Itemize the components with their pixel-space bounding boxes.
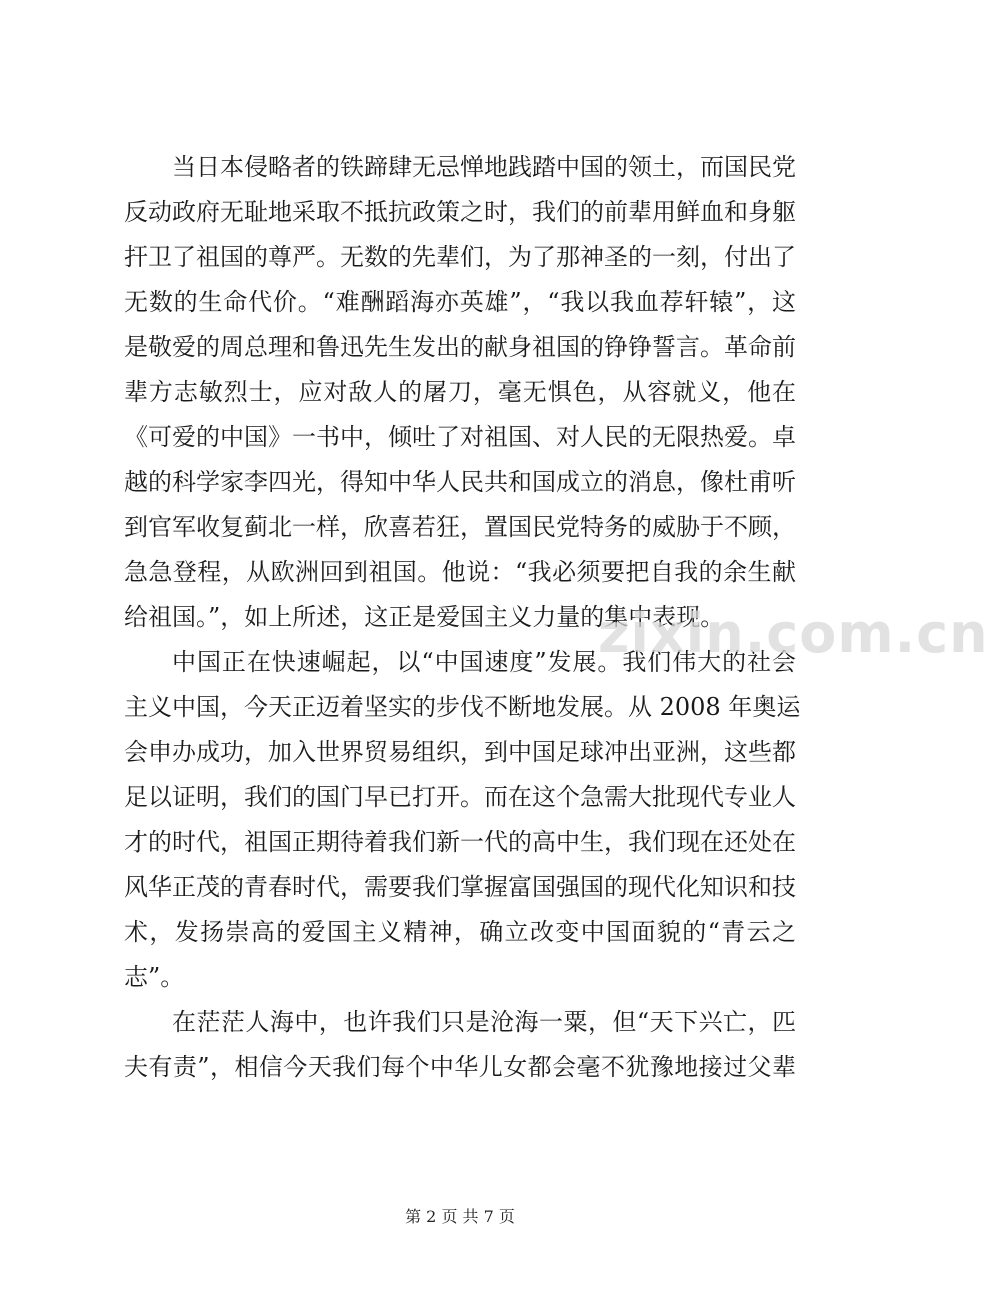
paragraph-2-line-2: 主义中国，今天正迈着坚实的步伐不断地发展。从 2008 年奥运 bbox=[124, 693, 801, 721]
paragraph-1-line-7: 《可爱的中国》一书中，倾吐了对祖国、对人民的无限热爱。卓 bbox=[124, 423, 796, 451]
paragraph-2-line-8: 志”。 bbox=[124, 963, 185, 991]
paragraph-1-line-5: 是敬爱的周总理和鲁迅先生发出的献身祖国的铮铮誓言。革命前 bbox=[124, 333, 796, 361]
paragraph-2-line-5: 才的时代，祖国正期待着我们新一代的高中生，我们现在还处在 bbox=[124, 828, 796, 856]
paragraph-2-line-7: 术，发扬崇高的爱国主义精神，确立改变中国面貌的“青云之 bbox=[124, 918, 796, 946]
paragraph-1-line-2: 反动政府无耻地采取不抵抗政策之时，我们的前辈用鲜血和身躯 bbox=[124, 198, 796, 226]
paragraph-2-line-3: 会申办成功，加入世界贸易组织，到中国足球冲出亚洲，这些都 bbox=[124, 738, 796, 766]
paragraph-3-line-1: 在茫茫人海中，也许我们只是沧海一粟，但“天下兴亡，匹 bbox=[172, 1008, 796, 1036]
paragraph-2-line-6: 风华正茂的青春时代，需要我们掌握富国强国的现代化知识和技 bbox=[124, 873, 796, 901]
paragraph-1-line-6: 辈方志敏烈士，应对敌人的屠刀，毫无惧色，从容就义，他在 bbox=[124, 378, 796, 406]
paragraph-2-line-4: 足以证明，我们的国门早已打开。而在这个急需大批现代专业人 bbox=[124, 783, 796, 811]
page-footer: 第 2 页 共 7 页 bbox=[405, 1207, 515, 1226]
paragraph-1-line-3: 扞卫了祖国的尊严。无数的先辈们，为了那神圣的一刻，付出了 bbox=[124, 243, 796, 271]
paragraph-1-line-11: 给祖国。”，如上所述，这正是爱国主义力量的集中表现。 bbox=[124, 603, 725, 631]
paragraph-3-line-2: 夫有责”，相信今天我们每个中华儿女都会毫不犹豫地接过父辈 bbox=[124, 1053, 796, 1081]
paragraph-1-line-1: 当日本侵略者的铁蹄肆无忌惮地践踏中国的领土，而国民党 bbox=[172, 153, 796, 181]
paragraph-1-line-8: 越的科学家李四光，得知中华人民共和国成立的消息，像杜甫听 bbox=[124, 468, 796, 496]
paragraph-1-line-9: 到官军收复蓟北一样，欣喜若狂，置国民党特务的威胁于不顾， bbox=[124, 513, 796, 541]
watermark: zixin.com.cn bbox=[598, 602, 989, 665]
paragraph-1-line-4: 无数的生命代价。“难酬蹈海亦英雄”，“我以我血荐轩辕”，这 bbox=[124, 288, 796, 316]
paragraph-2-line-1: 中国正在快速崛起，以“中国速度”发展。我们伟大的社会 bbox=[172, 648, 796, 676]
paragraph-1-line-10: 急急登程，从欧洲回到祖国。他说：“我必须要把自我的余生献 bbox=[124, 558, 796, 586]
